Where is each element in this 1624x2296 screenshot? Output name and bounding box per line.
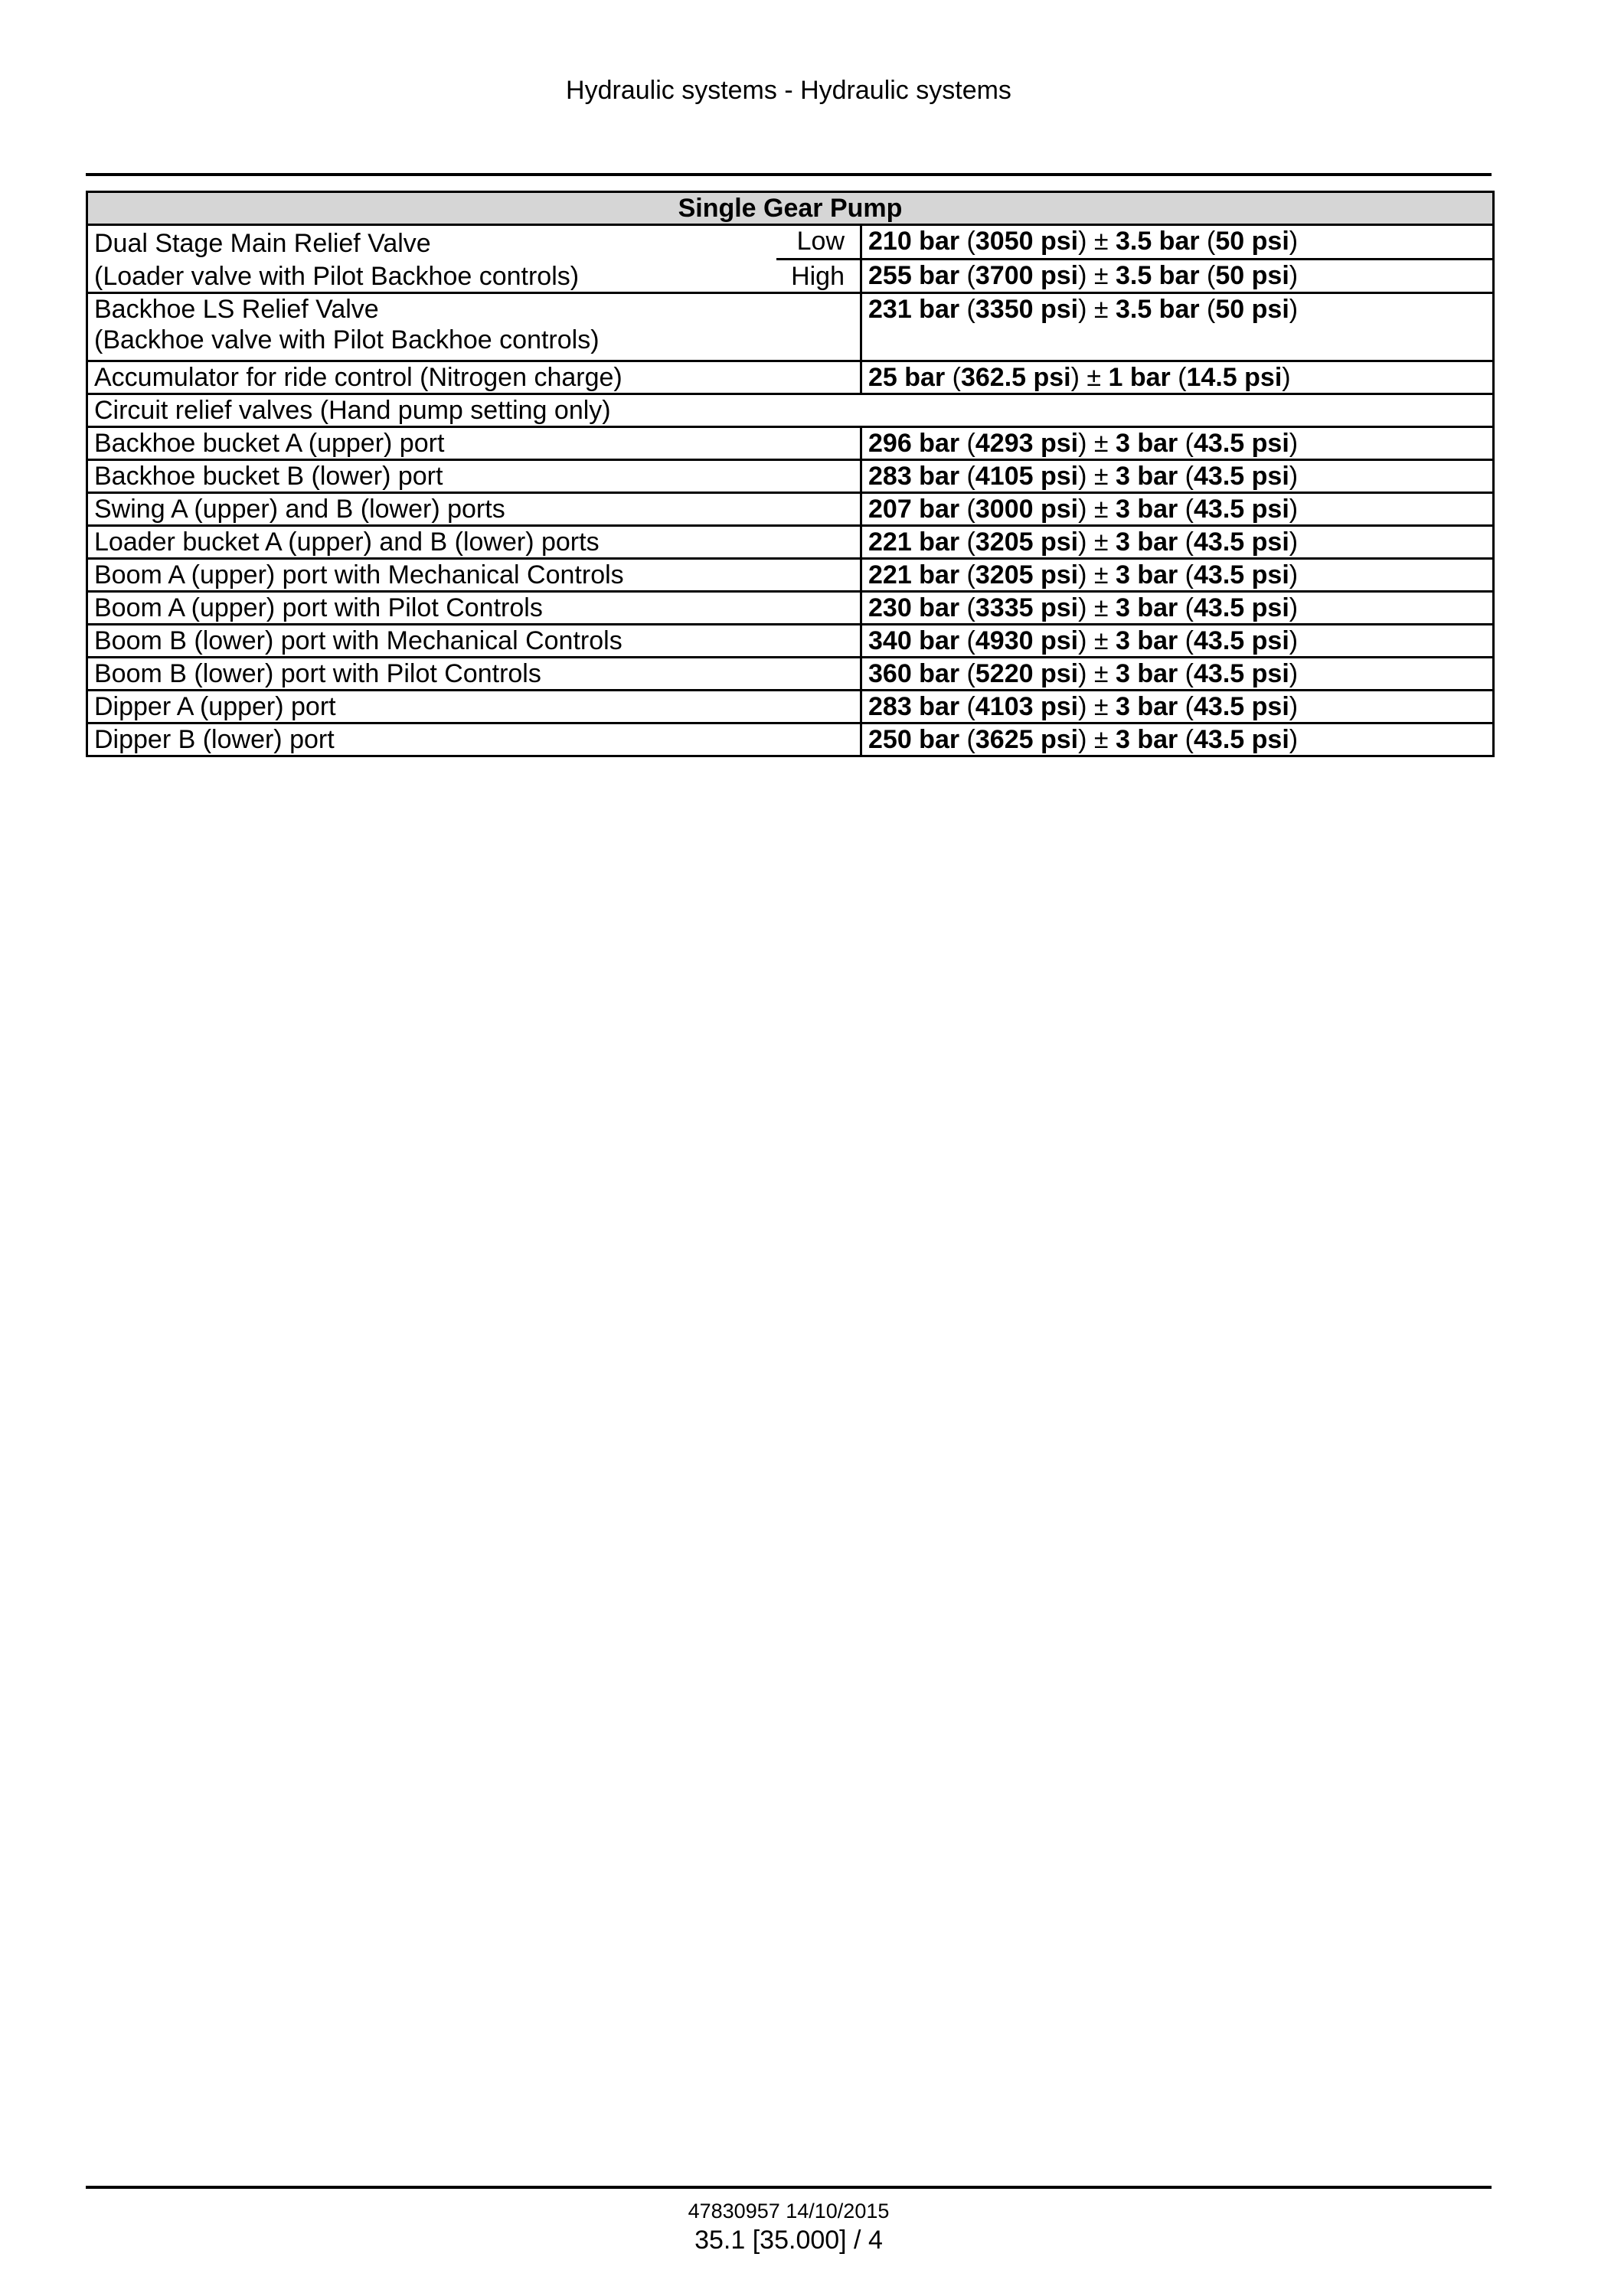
relief-port-label: Dipper B (lower) port	[87, 723, 861, 756]
relief-rows	[87, 427, 1494, 756]
table-banner: Single Gear Pump	[87, 192, 1494, 225]
relief-port-label: Boom B (lower) port with Pilot Controls	[87, 658, 861, 691]
backhoe-ls-value: 231 bar (3350 psi) ± 3.5 bar (50 psi)	[861, 293, 1494, 361]
table-row	[87, 691, 1494, 723]
spec-table	[86, 191, 1495, 757]
backhoe-ls-label: Backhoe LS Relief Valve	[94, 295, 379, 324]
backhoe-ls-row	[87, 293, 1494, 361]
table-row	[87, 559, 1494, 592]
table-banner-row	[87, 192, 1494, 225]
relief-port-value: 283 bar (4103 psi) ± 3 bar (43.5 psi)	[861, 691, 1494, 723]
relief-port-value: 296 bar (4293 psi) ± 3 bar (43.5 psi)	[861, 427, 1494, 460]
backhoe-ls-sublabel: (Backhoe valve with Pilot Backhoe controls)	[94, 325, 600, 354]
relief-port-value: 221 bar (3205 psi) ± 3 bar (43.5 psi)	[861, 526, 1494, 559]
relief-port-value: 340 bar (4930 psi) ± 3 bar (43.5 psi)	[861, 625, 1494, 658]
page-header-title: Hydraulic systems - Hydraulic systems	[566, 76, 1011, 105]
accumulator-value: 25 bar (362.5 psi) ± 1 bar (14.5 psi)	[861, 361, 1494, 394]
relief-port-label: Boom B (lower) port with Mechanical Controls	[87, 625, 861, 658]
relief-port-value: 360 bar (5220 psi) ± 3 bar (43.5 psi)	[861, 658, 1494, 691]
dual-stage-low-label: Low	[796, 227, 845, 256]
accumulator-row	[87, 361, 1494, 394]
table-row	[87, 493, 1494, 526]
table-row	[87, 592, 1494, 625]
dual-stage-sublabel: (Loader valve with Pilot Backhoe controls)	[94, 262, 580, 291]
relief-port-label: Swing A (upper) and B (lower) ports	[87, 493, 861, 526]
relief-port-value: 250 bar (3625 psi) ± 3 bar (43.5 psi)	[861, 723, 1494, 756]
relief-port-value: 230 bar (3335 psi) ± 3 bar (43.5 psi)	[861, 592, 1494, 625]
table-row	[87, 658, 1494, 691]
low-high-divider	[776, 258, 861, 260]
table-row	[87, 427, 1494, 460]
relief-port-value: 221 bar (3205 psi) ± 3 bar (43.5 psi)	[861, 559, 1494, 592]
circuit-heading-row	[87, 394, 1494, 427]
table-row	[87, 625, 1494, 658]
dual-stage-label: Dual Stage Main Relief Valve	[94, 229, 431, 258]
header-rule	[86, 173, 1492, 176]
relief-port-label: Backhoe bucket A (upper) port	[87, 427, 861, 460]
footer-doc-code: 47830957 14/10/2015	[688, 2200, 890, 2223]
relief-port-label: Dipper A (upper) port	[87, 691, 861, 723]
accumulator-label: Accumulator for ride control (Nitrogen charge)	[87, 361, 861, 394]
relief-port-label: Loader bucket A (upper) and B (lower) ports	[87, 526, 861, 559]
relief-port-label: Backhoe bucket B (lower) port	[87, 460, 861, 493]
footer-page-ref: 35.1 [35.000] / 4	[694, 2226, 883, 2255]
relief-port-label: Boom A (upper) port with Mechanical Controls	[87, 559, 861, 592]
dual-stage-high-label: High	[791, 262, 845, 291]
circuit-heading: Circuit relief valves (Hand pump setting only)	[87, 394, 1494, 427]
relief-port-value: 283 bar (4105 psi) ± 3 bar (43.5 psi)	[861, 460, 1494, 493]
footer-rule	[86, 2186, 1492, 2189]
dual-stage-high-value: 255 bar (3700 psi) ± 3.5 bar (50 psi)	[861, 259, 1494, 293]
dual-stage-row-low	[87, 225, 1494, 260]
dual-stage-low-value: 210 bar (3050 psi) ± 3.5 bar (50 psi)	[861, 225, 1494, 260]
table-row	[87, 526, 1494, 559]
table-row	[87, 723, 1494, 756]
table-row	[87, 460, 1494, 493]
relief-port-value: 207 bar (3000 psi) ± 3 bar (43.5 psi)	[861, 493, 1494, 526]
relief-port-label: Boom A (upper) port with Pilot Controls	[87, 592, 861, 625]
dual-stage-desc-cell	[87, 225, 861, 293]
backhoe-ls-desc-cell	[87, 293, 861, 361]
